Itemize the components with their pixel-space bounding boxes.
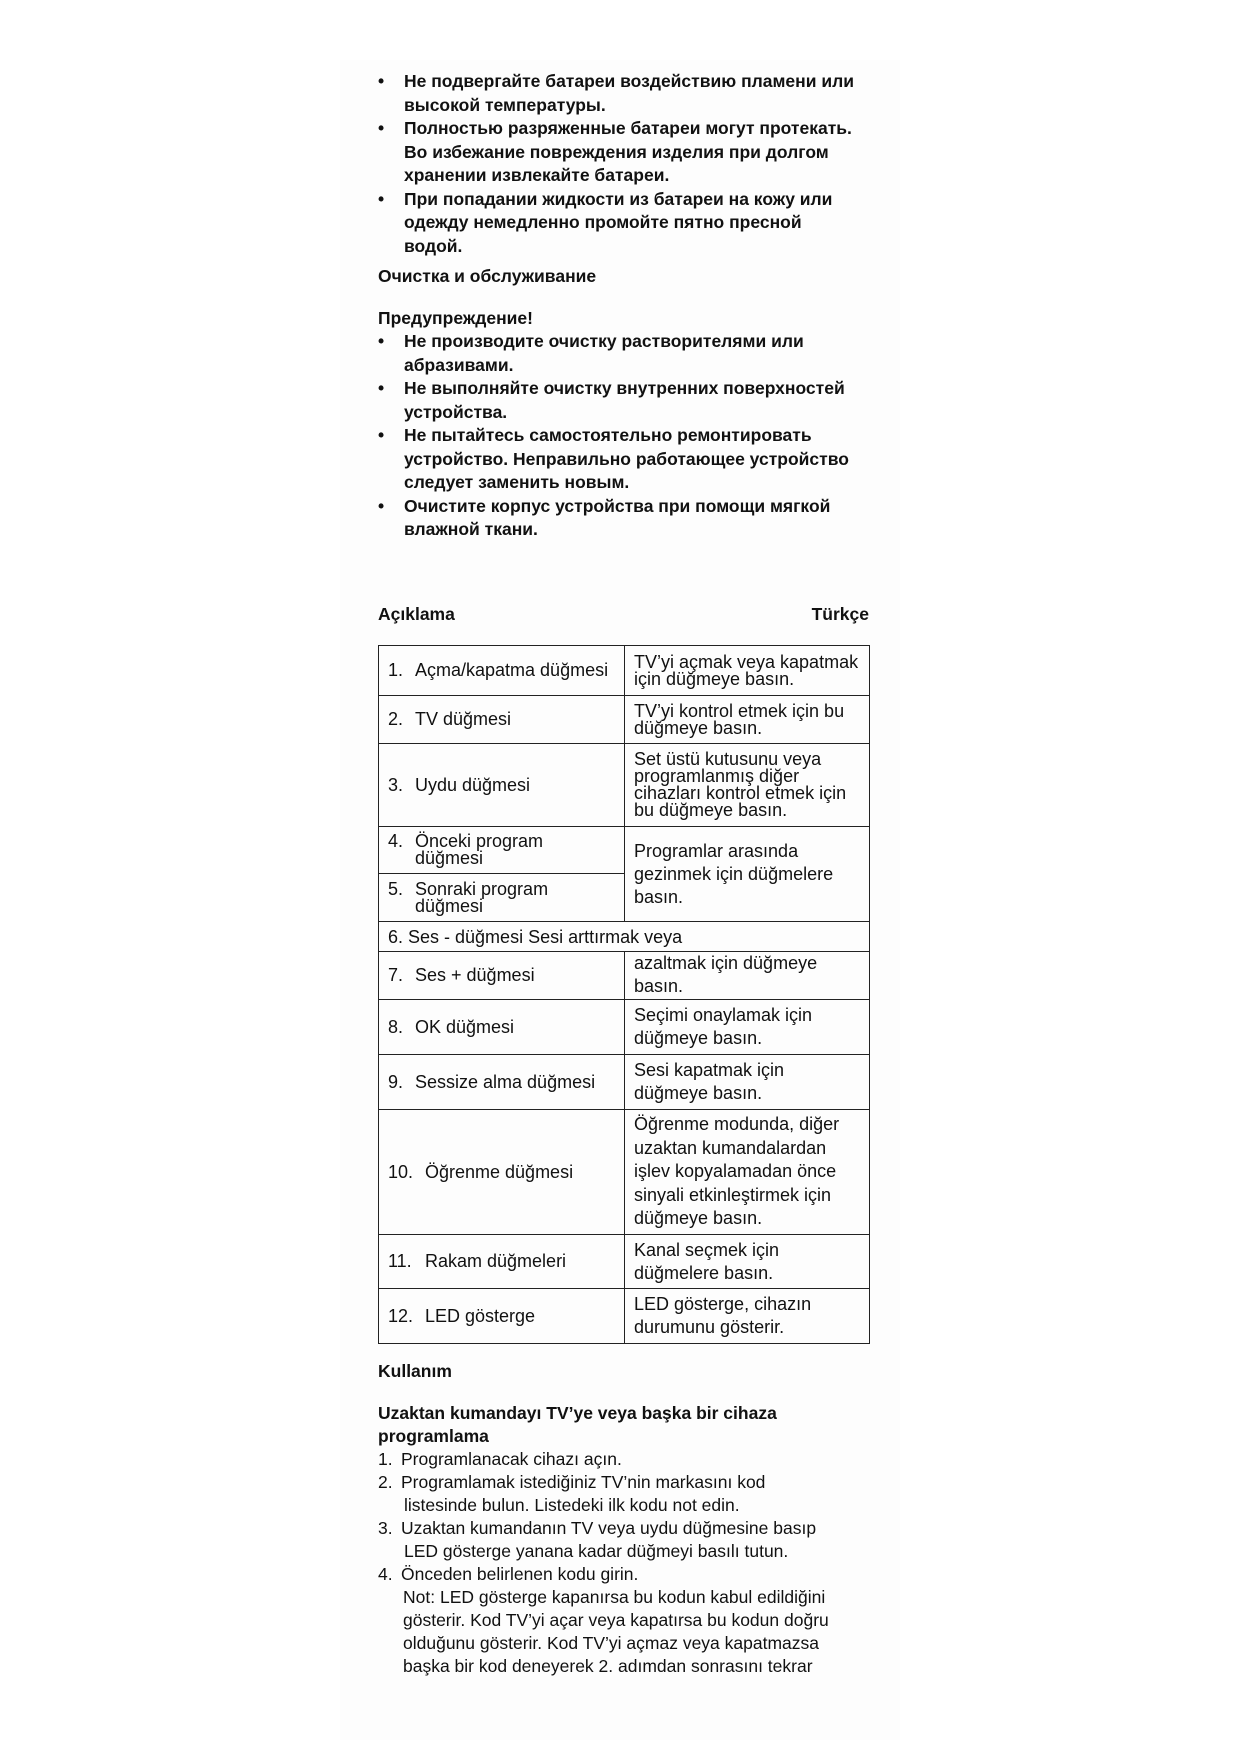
- table-row: [379, 646, 870, 696]
- bullet-soft-cloth: • Очистите корпус устройства при помощи мягкой влажной ткани.: [378, 495, 868, 542]
- usage-section: [378, 1360, 868, 1678]
- label-cell: 4. Önceki program düğmesi: [379, 827, 625, 874]
- desc-cell: Öğrenme modunda, diğer uzaktan kumandalardan işlev kopyalamadan önce sinyali etkinleştirmek için düğmeye basın.: [625, 1110, 870, 1235]
- turkish-header: [378, 604, 869, 625]
- table-row: [379, 1110, 870, 1235]
- label-cell: 1. Açma/kapatma düğmesi: [379, 646, 625, 696]
- label-cell: 10. Öğrenme düğmesi: [379, 1110, 625, 1235]
- label-cell: 11. Rakam düğmeleri: [379, 1235, 625, 1289]
- table-row: [379, 1000, 870, 1055]
- table-row: [379, 744, 870, 827]
- table-row: [379, 952, 870, 1000]
- desc-cell: Seçimi onaylamak için düğmeye basın.: [625, 1000, 870, 1055]
- table-row: [379, 827, 870, 874]
- table-row: [379, 1235, 870, 1289]
- label-cell: 5. Sonraki program düğmesi: [379, 874, 625, 922]
- label-cell: 9. Sessize alma düğmesi: [379, 1055, 625, 1110]
- table-row: [379, 696, 870, 744]
- desc-cell: TV’yi kontrol etmek için bu düğmeye basın.: [625, 696, 870, 744]
- step-4: 4. Önceden belirlenen kodu girin.: [378, 1564, 639, 1584]
- warning-heading: Предупреждение!: [378, 307, 533, 328]
- language-label: Türkçe: [811, 604, 869, 624]
- table-row: [379, 922, 870, 952]
- desc-cell: Sesi kapatmak için düğmeye basın.: [625, 1055, 870, 1110]
- section-title: Açıklama: [378, 604, 455, 624]
- desc-cell: Kanal seçmek için düğmelere basın.: [625, 1235, 870, 1289]
- desc-cell: azaltmak için düğmeye basın.: [625, 952, 870, 1000]
- table-row: [379, 1289, 870, 1344]
- bullet-no-solvents: • Не производите очистку растворителями или абразивами.: [378, 330, 868, 377]
- russian-section: [378, 70, 868, 542]
- desc-cell: Set üstü kutusunu veya programlanmış diğer cihazları kontrol etmek için bu düğmeye basın.: [625, 744, 870, 827]
- label-cell: 7. Ses + düğmesi: [379, 952, 625, 1000]
- note: Not: LED gösterge kapanırsa bu kodun kabul edildiğini gösterir. Kod TV’yi açar veya kapatırsa bu kodun doğru olduğunu gösterir. Kod TV’yi açmaz veya kapatmazsa başka bir kod deneyerek 2. adımdan sonrasını tekrar: [403, 1587, 829, 1676]
- usage-heading: Kullanım: [378, 1361, 452, 1381]
- label-cell: 12. LED gösterge: [379, 1289, 625, 1344]
- cleaning-heading: Очистка и обслуживание: [378, 266, 597, 286]
- label-cell: 8. OK düğmesi: [379, 1000, 625, 1055]
- desc-cell: TV’yi açmak veya kapatmak için düğmeye basın.: [625, 646, 870, 696]
- desc-cell: Programlar arasında gezinmek için düğmelere basın.: [625, 827, 870, 922]
- merged-volume-cell: 6. Ses - düğmesi Sesi arttırmak veya: [379, 922, 870, 952]
- label-cell: 2. TV düğmesi: [379, 696, 625, 744]
- bullet-battery-leak: • Полностью разряженные батареи могут протекать. Во избежание повреждения изделия при долгом хранении извлекайте батареи.: [378, 117, 868, 188]
- bullet-no-inner-cleaning: • Не выполняйте очистку внутренних поверхностей устройства.: [378, 377, 868, 424]
- label-cell: 3. Uydu düğmesi: [379, 744, 625, 827]
- bullet-battery-skin: • При попадании жидкости из батареи на кожу или одежду немедленно промойте пятно пресной водой.: [378, 188, 868, 259]
- bullet-no-repair: • Не пытайтесь самостоятельно ремонтировать устройство. Неправильно работающее устройство следует заменить новым.: [378, 424, 868, 495]
- step-1: 1. Programlanacak cihazı açın.: [378, 1449, 622, 1469]
- step-2: 2. Programlamak istediğiniz TV’nin markasını kod listesinde bulun. Listedeki ilk kodu not edin.: [378, 1472, 766, 1515]
- program-heading: Uzaktan kumandayı TV’ye veya başka bir cihaza programlama: [378, 1403, 777, 1446]
- desc-cell: LED gösterge, cihazın durumunu gösterir.: [625, 1289, 870, 1344]
- bullet-battery-flame: • Не подвергайте батареи воздействию пламени или высокой температуры.: [378, 70, 868, 117]
- button-description-table: [378, 645, 870, 1344]
- step-3: 3. Uzaktan kumandanın TV veya uydu düğmesine basıp LED gösterge yanana kadar düğmeyi basılı tutun.: [378, 1518, 817, 1561]
- table-row: [379, 1055, 870, 1110]
